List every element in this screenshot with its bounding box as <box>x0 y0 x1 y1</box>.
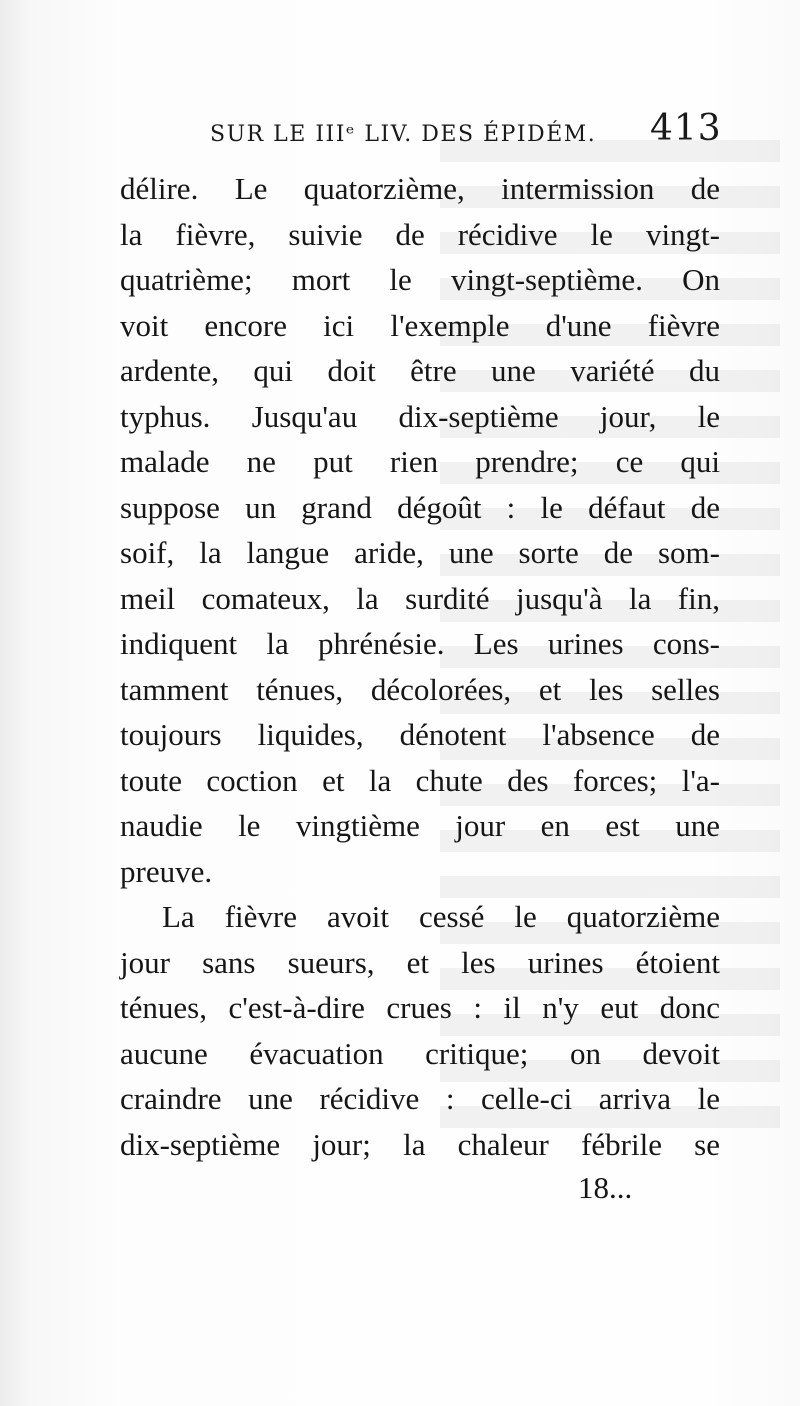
text-line: délire. Le quatorzième, intermission de <box>120 171 720 206</box>
text-line: naudie le vingtième jour en est une <box>120 808 720 843</box>
page-number: 413 <box>650 108 722 149</box>
running-title: SUR LE IIIᵉ LIV. DES ÉPIDÉM. <box>210 122 597 147</box>
text-line: craindre une récidive : celle-ci arriva le <box>120 1081 720 1116</box>
text-line: soif, la langue aride, une sorte de som- <box>120 535 720 570</box>
text-line: jour sans sueurs, et les urines étoient <box>120 944 720 980</box>
text-line: aucune évacuation critique; on devoit <box>120 1035 720 1071</box>
text-line: malade ne put rien prendre; ce qui <box>120 444 720 479</box>
text-line: ardente, qui doit être une variété du <box>120 353 720 388</box>
text-line: suppose un grand dégoût : le défaut de <box>120 489 720 525</box>
text-line: quatrième; mort le vingt-septième. On <box>120 262 720 297</box>
text-line: indiquent la phrénésie. Les urines cons- <box>120 626 720 661</box>
paragraph-2 <box>120 894 720 1167</box>
text-line: ténues, c'est-à-dire crues : il n'y eut donc <box>120 990 720 1025</box>
text-line: typhus. Jusqu'au dix-septième jour, le <box>120 398 720 434</box>
body-text <box>120 166 720 1167</box>
text-line: voit encore ici l'exemple d'une fièvre <box>120 307 720 343</box>
text-line: tamment ténues, décolorées, et les selles <box>120 671 720 707</box>
running-head <box>210 108 730 158</box>
text-line: dix-septième jour; la chaleur fébrile se <box>120 1126 720 1162</box>
text-line: toute coction et la chute des forces; l'a- <box>120 762 720 798</box>
text-line: La fièvre avoit cessé le quatorzième <box>162 899 720 934</box>
catchword: 18... <box>578 1170 633 1205</box>
text-line: la fièvre, suivie de récidive le vingt- <box>120 216 720 252</box>
text-line: toujours liquides, dénotent l'absence de <box>120 717 720 752</box>
text-line: preuve. <box>120 853 213 889</box>
text-line: meil comateux, la surdité jusqu'à la fin, <box>120 580 720 616</box>
paragraph-1 <box>120 166 720 894</box>
